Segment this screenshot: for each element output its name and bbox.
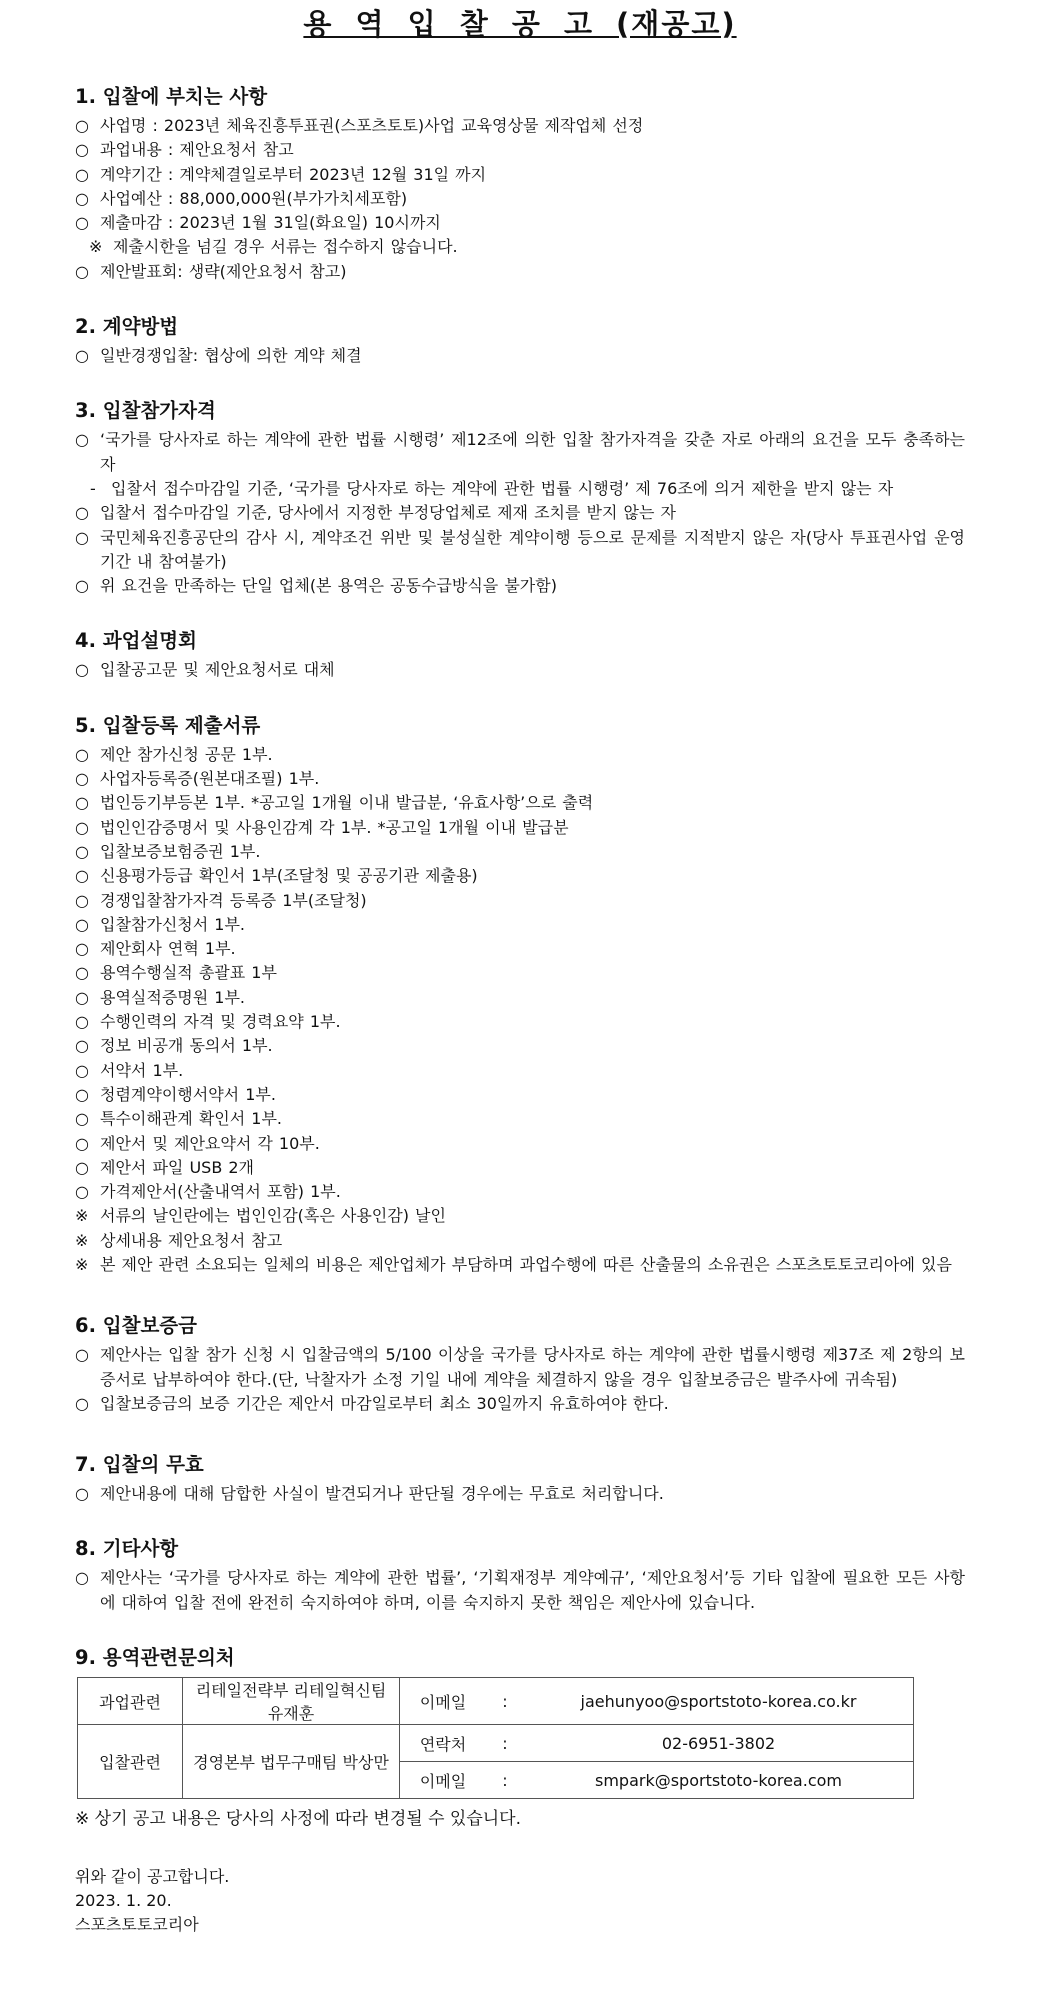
list-item: ○ 사업명 : 2023년 체육진흥투표권(스포츠토토)사업 교육영상물 제작업체 선정 xyxy=(75,114,965,138)
reference-mark-icon: ※ xyxy=(75,1254,89,1274)
section-heading: 2. 계약방법 xyxy=(75,315,179,339)
section-heading: 5. 입찰등록 제출서류 xyxy=(75,713,261,737)
list-item: ○ 청렴계약이행서약서 1부. xyxy=(75,1083,965,1107)
list-item: ○ 제안사는 ‘국가를 당사자로 하는 계약에 관한 법률’, ‘기획재정부 계약예규’, ‘제안요청서’등 기타 입찰에 필요한 모든 사항에 대하여 입찰 전에 완전히 숙지하여야 하며, 이를 숙지하지 못한 책임은 제안사에 있습니다. xyxy=(75,1568,965,1612)
circle-bullet-icon: ○ xyxy=(75,261,89,281)
section-heading: 6. 입찰보증금 xyxy=(75,1314,197,1338)
list-item: ○ 제안 참가신청 공문 1부. xyxy=(75,743,965,767)
circle-bullet-icon: ○ xyxy=(75,1036,89,1056)
list-item: ○ 용역실적증명원 1부. xyxy=(75,986,965,1010)
sub-item: - 입찰서 접수마감일 기준, ‘국가를 당사자로 하는 계약에 관한 법률 시행령’ 제 76조에 의거 제한을 받지 않는 자 xyxy=(75,477,965,501)
list-item: ○ 입찰공고문 및 제안요청서로 대체 xyxy=(75,658,965,682)
note-item: ※ 제출시한을 넘길 경우 서류는 접수하지 않습니다. xyxy=(75,235,965,259)
document-body xyxy=(75,82,965,1937)
circle-bullet-icon: ○ xyxy=(75,140,89,160)
note-item: ※ 서류의 날인란에는 법인인감(혹은 사용인감) 날인 xyxy=(75,1204,965,1228)
circle-bullet-icon: ○ xyxy=(75,527,89,547)
list-item: ○ 제출마감 : 2023년 1월 31일(화요일) 10시까지 xyxy=(75,211,965,235)
circle-bullet-icon: ○ xyxy=(75,213,89,233)
list-item: ○ 제안서 및 제안요약서 각 10부. xyxy=(75,1132,965,1156)
circle-bullet-icon: ○ xyxy=(75,769,89,789)
circle-bullet-icon: ○ xyxy=(75,116,89,135)
list-item: ○ ‘국가를 당사자로 하는 계약에 관한 법률 시행령’ 제12조에 의한 입찰 참가자격을 갖춘 자로 아래의 요건을 모두 충족하는 자 xyxy=(75,430,965,474)
circle-bullet-icon: ○ xyxy=(75,164,89,184)
table-cell: 입찰관련 xyxy=(78,1725,183,1799)
list-item: ○ 법인인감증명서 및 사용인감계 각 1부. *공고일 1개월 이내 발급분 xyxy=(75,816,965,840)
circle-bullet-icon: ○ xyxy=(75,503,89,523)
circle-bullet-icon: ○ xyxy=(75,1109,89,1129)
table-cell: 이메일 xyxy=(400,1678,487,1725)
section-heading: 7. 입찰의 무효 xyxy=(75,1453,204,1477)
circle-bullet-icon: ○ xyxy=(75,744,89,764)
circle-bullet-icon: ○ xyxy=(75,660,89,680)
email-link[interactable]: smpark@sportstoto-korea.com xyxy=(524,1762,914,1799)
list-item: ○ 경쟁입찰참가자격 등록증 1부(조달청) xyxy=(75,889,965,913)
reference-mark-icon: ※ xyxy=(75,1809,90,1830)
list-item: ○ 가격제안서(산출내역서 포함) 1부. xyxy=(75,1180,965,1204)
circle-bullet-icon: ○ xyxy=(75,430,89,450)
table-cell: 과업관련 xyxy=(78,1678,183,1725)
list-item: ○ 일반경쟁입찰: 협상에 의한 계약 체결 xyxy=(75,344,965,368)
list-item: ○ 과업내용 : 제안요청서 참고 xyxy=(75,138,965,162)
list-item: ○ 제안사는 입찰 참가 신청 시 입찰금액의 5/100 이상을 국가를 당사자로 하는 계약에 관한 법률시행령 제37조 제 2항의 보증서로 납부하여야 한다.(단, 낙찰자가 소정 기일 내에 계약을 체결하지 않을 경우 입찰보증금은 발주사에 귀속됨) xyxy=(75,1345,965,1389)
circle-bullet-icon: ○ xyxy=(75,914,89,934)
table-cell: 리테일전략부 리테일혁신팀 유재훈 xyxy=(183,1678,400,1725)
section-9 xyxy=(75,1643,965,1831)
circle-bullet-icon: ○ xyxy=(75,1133,89,1153)
section-heading: 3. 입찰참가자격 xyxy=(75,399,216,423)
list-item: ○ 계약기간 : 계약체결일로부터 2023년 12월 31일 까지 xyxy=(75,163,965,187)
section-6 xyxy=(75,1311,965,1416)
organization-name: 스포츠토토코리아 xyxy=(75,1915,199,1935)
circle-bullet-icon: ○ xyxy=(75,939,89,959)
reference-mark-icon: ※ xyxy=(75,1206,89,1226)
list-item: ○ 법인등기부등본 1부. *공고일 1개월 이내 발급분, ‘유효사항’으로 출력 xyxy=(75,791,965,815)
table-cell: 경영본부 법무구매팀 박상만 xyxy=(183,1725,400,1799)
list-item: ○ 입찰보증금의 보증 기간은 제안서 마감일로부터 최소 30일까지 유효하여야 한다. xyxy=(75,1392,965,1416)
list-item: ○ 정보 비공개 동의서 1부. xyxy=(75,1034,965,1058)
section-heading: 4. 과업설명회 xyxy=(75,629,197,653)
circle-bullet-icon: ○ xyxy=(75,576,89,596)
circle-bullet-icon: ○ xyxy=(75,188,89,208)
section-5 xyxy=(75,711,965,1278)
circle-bullet-icon: ○ xyxy=(75,1012,89,1032)
table-row xyxy=(78,1725,914,1762)
circle-bullet-icon: ○ xyxy=(75,963,89,983)
section-2 xyxy=(75,312,965,368)
note-item: ※ 본 제안 관련 소요되는 일체의 비용은 제안업체가 부담하며 과업수행에 따른 산출물의 소유권은 스포츠토토코리아에 있음 xyxy=(75,1253,965,1277)
circle-bullet-icon: ○ xyxy=(75,1182,89,1202)
list-item: ○ 위 요건을 만족하는 단일 업체(본 용역은 공동수급방식을 불가함) xyxy=(75,574,965,598)
note-item: ※ 상세내용 제안요청서 참고 xyxy=(75,1229,965,1253)
section-4 xyxy=(75,626,965,682)
list-item: ○ 제안회사 연혁 1부. xyxy=(75,937,965,961)
list-item: ○ 특수이해관계 확인서 1부. xyxy=(75,1107,965,1131)
contact-table xyxy=(77,1677,914,1799)
table-cell: : xyxy=(486,1762,524,1799)
list-item: ○ 수행인력의 자격 및 경력요약 1부. xyxy=(75,1010,965,1034)
circle-bullet-icon: ○ xyxy=(75,1345,89,1365)
section-heading: 9. 용역관련문의처 xyxy=(75,1646,235,1670)
list-item: ○ 국민체육진흥공단의 감사 시, 계약조건 위반 및 불성실한 계약이행 등으로 문제를 지적받지 않은 자(당사 투표권사업 운영기간 내 참여불가) xyxy=(75,527,965,571)
list-item: ○ 제안서 파일 USB 2개 xyxy=(75,1156,965,1180)
circle-bullet-icon: ○ xyxy=(75,346,89,366)
circle-bullet-icon: ○ xyxy=(75,890,89,910)
section-7 xyxy=(75,1450,965,1506)
footer-note: ※ 상기 공고 내용은 당사의 사정에 따라 변경될 수 있습니다. xyxy=(75,1809,521,1830)
list-item: ○ 사업예산 : 88,000,000원(부가가치세포함) xyxy=(75,187,965,211)
reference-mark-icon: ※ xyxy=(75,1230,89,1250)
list-item: ○ 제안내용에 대해 담합한 사실이 발견되거나 판단될 경우에는 무효로 처리합니다. xyxy=(75,1482,965,1506)
circle-bullet-icon: ○ xyxy=(75,793,89,813)
section-8 xyxy=(75,1534,965,1615)
announcement-date: 2023. 1. 20. xyxy=(75,1891,172,1911)
circle-bullet-icon: ○ xyxy=(75,1060,89,1080)
list-item: ○ 제안발표회: 생략(제안요청서 참고) xyxy=(75,260,965,284)
table-cell: 이메일 xyxy=(400,1762,487,1799)
reference-mark-icon: ※ xyxy=(89,237,103,257)
list-item: ○ 서약서 1부. xyxy=(75,1059,965,1083)
circle-bullet-icon: ○ xyxy=(75,841,89,861)
email-link[interactable]: jaehunyoo@sportstoto-korea.co.kr xyxy=(524,1678,914,1725)
circle-bullet-icon: ○ xyxy=(75,1084,89,1104)
list-item: ○ 입찰참가신청서 1부. xyxy=(75,913,965,937)
circle-bullet-icon: ○ xyxy=(75,866,89,886)
list-item: ○ 신용평가등급 확인서 1부(조달청 및 공공기관 제출용) xyxy=(75,864,965,888)
list-item: ○ 사업자등록증(원본대조필) 1부. xyxy=(75,767,965,791)
table-cell: : xyxy=(486,1678,524,1725)
circle-bullet-icon: ○ xyxy=(75,1393,89,1413)
phone-number: 02-6951-3802 xyxy=(524,1725,914,1762)
dash-bullet-icon: - xyxy=(90,478,96,498)
section-3 xyxy=(75,396,965,598)
table-cell: 연락처 xyxy=(400,1725,487,1762)
table-row xyxy=(78,1678,914,1725)
circle-bullet-icon: ○ xyxy=(75,817,89,837)
circle-bullet-icon: ○ xyxy=(75,1157,89,1177)
section-heading: 8. 기타사항 xyxy=(75,1537,179,1561)
table-cell: : xyxy=(486,1725,524,1762)
circle-bullet-icon: ○ xyxy=(75,1568,89,1588)
list-item: ○ 용역수행실적 총괄표 1부 xyxy=(75,961,965,985)
circle-bullet-icon: ○ xyxy=(75,1484,89,1504)
section-heading: 1. 입찰에 부치는 사항 xyxy=(75,85,268,108)
list-item: ○ 입찰서 접수마감일 기준, 당사에서 지정한 부정당업체로 제재 조치를 받지 않는 자 xyxy=(75,501,965,525)
closing-block xyxy=(75,1865,965,1937)
page-title: 용 역 입 찰 공 고 (재공고) xyxy=(303,7,737,41)
section-1 xyxy=(75,82,965,284)
closing-statement: 위와 같이 공고합니다. xyxy=(75,1867,230,1887)
list-item: ○ 입찰보증보험증권 1부. xyxy=(75,840,965,864)
circle-bullet-icon: ○ xyxy=(75,987,89,1007)
